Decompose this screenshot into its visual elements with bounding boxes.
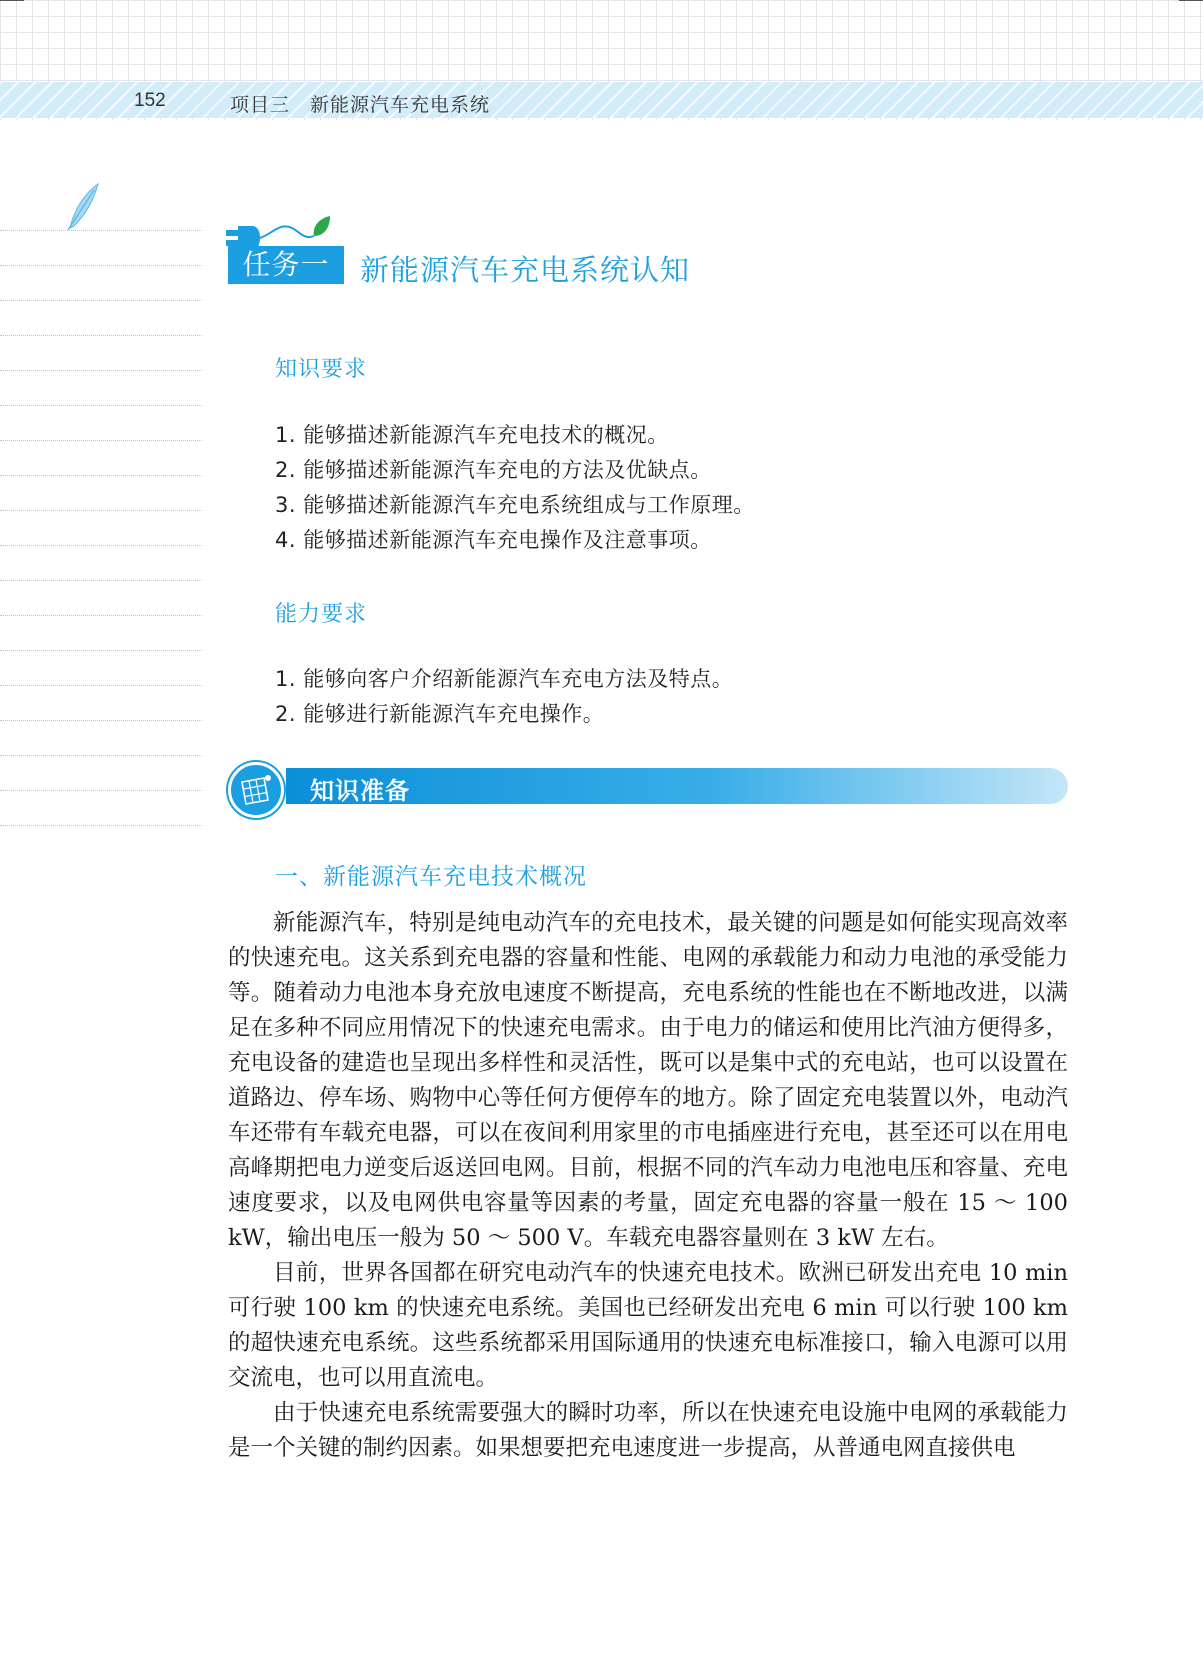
banner-icon-circle [228,762,284,818]
page-number: 152 [134,90,166,111]
running-title: 项目三 新能源汽车充电系统 [230,94,491,116]
list-item: 2. 能够进行新能源汽车充电操作。 [275,702,605,726]
list-item: 1. 能够向客户介绍新能源汽车充电方法及特点。 [275,667,734,691]
task-title: 新能源汽车充电系统认知 [360,253,691,287]
crop-mark-right [1179,0,1203,1]
knowledge-requirements-list [275,418,755,558]
header-band [0,82,1203,118]
paragraph: 由于快速充电系统需要强大的瞬时功率，所以在快速充电设施中电网的承载能力是一个关键的制约因素。如果想要把充电速度进一步提高，从普通电网直接供电 [228,1400,1068,1461]
paragraph: 目前，世界各国都在研究电动汽车的快速充电技术。欧洲已研发出充电 10 min 可行驶 100 km 的快速充电系统。美国也已经研发出充电 6 min 可以行驶 100 km 的超快速充电系统。这些系统都采用国际通用的快速充电标准接口，输入电源可以用交流电，也可以用直流电。 [228,1260,1068,1391]
task-badge: 任务一 [228,246,344,284]
list-item: 3. 能够描述新能源汽车充电系统组成与工作原理。 [275,493,755,517]
solar-panel-icon [238,772,274,808]
crop-mark-left [0,0,24,1]
list-item: 4. 能够描述新能源汽车充电操作及注意事项。 [275,528,712,552]
list-item: 2. 能够描述新能源汽车充电的方法及优缺点。 [275,458,712,482]
paragraph: 新能源汽车，特别是纯电动汽车的充电技术，最关键的问题是如何能实现高效率的快速充电。这关系到充电器的容量和性能、电网的承载能力和动力电池的承受能力等。随着动力电池本身充放电速度不断提高，充电系统的性能也在不断地改进，以满足在多种不同应用情况下的快速充电需求。由于电力的储运和使用比汽油方便得多，充电设备的建造也呈现出多样性和灵活性，既可以是集中式的充电站，也可以设置在道路边、停车场、购物中心等任何方便停车的地方。除了固定充电装置以外，电动汽车还带有车载充电器，可以在夜间利用家里的市电插座进行充电，甚至还可以在用电高峰期把电力逆变后返送回电网。目前，根据不同的汽车动力电池电压和容量、充电速度要求，以及电网供电容量等因素的考量，固定充电器的容量一般在 15 ～ 100 kW，输出电压一般为 50 ～ 500 V。车载充电器容量则在 3 kW 左右。 [228,910,1068,1251]
list-item: 1. 能够描述新能源汽车充电技术的概况。 [275,423,669,447]
banner-label: 知识准备 [310,777,410,805]
ability-requirements-heading: 能力要求 [275,602,368,627]
body-text [228,906,1068,1466]
section-heading: 一、新能源汽车充电技术概况 [275,864,587,890]
knowledge-requirements-heading: 知识要求 [275,357,368,382]
plug-leaf-icon [226,214,338,250]
feather-icon [64,180,108,232]
margin-note-lines [0,230,202,830]
ability-requirements-list [275,662,733,732]
